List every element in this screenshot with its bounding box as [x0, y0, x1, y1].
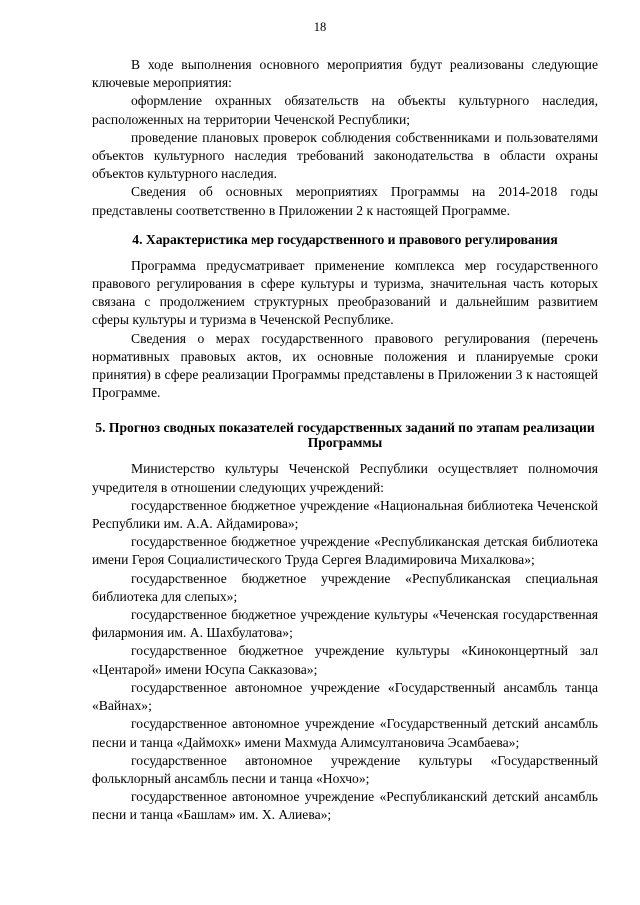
section-5-heading: 5. Прогноз сводных показателей государственных заданий по этапам реализации Программы: [95, 420, 595, 451]
list-item: государственное бюджетное учреждение «Республиканская детская библиотека имени Героя Социалистического Труда Сергея Владимировича Михалкова»;: [92, 534, 598, 568]
list-item: государственное автономное учреждение «Государственный детский ансамбль песни и танца «Даймохк» имени Махмуда Алимсултановича Эсамбаева»;: [92, 716, 598, 750]
paragraph: оформление охранных обязательств на объекты культурного наследия, расположенных на территории Чеченской Республики;: [92, 93, 598, 127]
paragraph: проведение плановых проверок соблюдения собственниками и пользователями объектов культурного наследия требований законодательства в области охраны объектов культурного наследия.: [92, 129, 598, 182]
paragraph: Министерство культуры Чеченской Республики осуществляет полномочия учредителя в отношении следующих учреждений:: [92, 461, 598, 495]
list-item: государственное бюджетное учреждение культуры «Чеченская государственная филармония им. А. Шахбулатова»;: [92, 607, 598, 641]
list-item: государственное автономное учреждение «Республиканский детский ансамбль песни и танца «Башлам» им. Х. Алиева»;: [92, 789, 598, 823]
paragraph: Сведения о мерах государственного правового регулирования (перечень нормативных правовых актов, их основные положения и планируемые сроки принятия) в сфере реализации Программы представлены в Приложении 3 к настоящей Программе.: [92, 330, 598, 401]
paragraph: В ходе выполнения основного мероприятия будут реализованы следующие ключевые мероприятия:: [92, 57, 598, 91]
paragraph: Программа предусматривает применение комплекса мер государственного правового регулирования в сфере культуры и туризма, значительная часть которых связана с продолжением структурных преобразований и дальнейшим развитием сферы культуры и туризма в Чеченской Республике.: [92, 257, 598, 328]
list-item: государственное бюджетное учреждение культуры «Киноконцертный зал «Центарой» имени Юсупа Сакказова»;: [92, 643, 598, 677]
section-4-heading: 4. Характеристика мер государственного и правового регулирования: [132, 231, 558, 247]
list-item: государственное автономное учреждение культуры «Государственный фольклорный ансамбль песни и танца «Нохчо»;: [92, 752, 598, 786]
list-item: государственное бюджетное учреждение «Национальная библиотека Чеченской Республики им. А.А. Айдамирова»;: [92, 497, 598, 532]
page-number: 18: [313, 20, 327, 34]
list-item: государственное бюджетное учреждение «Республиканская специальная библиотека для слепых»;: [92, 570, 598, 604]
paragraph: Сведения об основных мероприятиях Программы на 2014-2018 годы представлены соответственно в Приложении 2 к настоящей Программе.: [92, 184, 598, 218]
list-item: государственное автономное учреждение «Государственный ансамбль танца «Вайнах»;: [92, 679, 598, 714]
page-body: [92, 56, 598, 825]
